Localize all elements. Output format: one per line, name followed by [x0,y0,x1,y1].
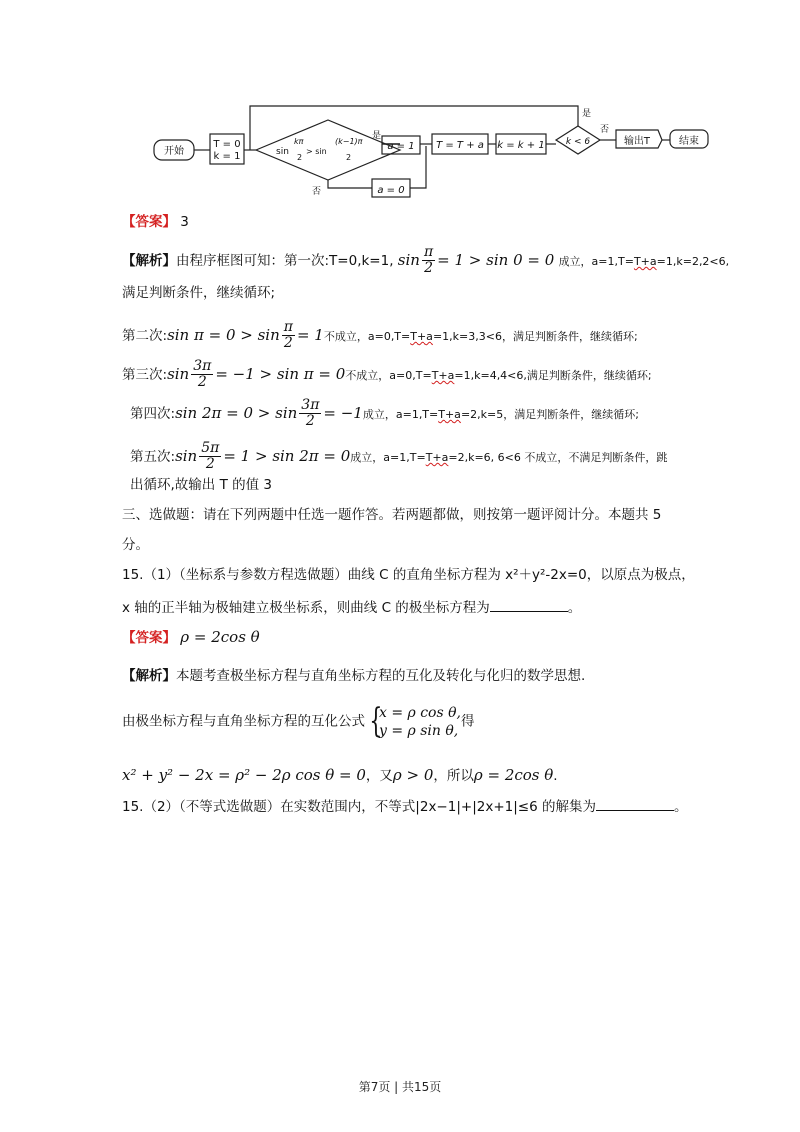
q14-third-tail-a: 不成立，a=0,T= [345,368,432,382]
q15-1-derivation-math2: ρ > 0 [392,766,434,784]
q14-second-frac [282,320,295,352]
q14-second-math-b: = 1 [296,325,324,344]
q14-analysis-intro: 由程序框图可知：第一次:T=0,k=1, [176,252,394,269]
flow-cond-right-den: 2 [346,153,352,162]
flow-init-k: k = 1 [213,151,241,162]
q14-second-tail-a: 不成立，a=0,T= [323,329,411,343]
flow-yes2: 是 [582,109,592,119]
q15-1-formula [122,701,475,741]
flow-cond-gt: > sin [306,147,327,156]
q14-fourth-frac [299,398,321,430]
q14-answer-value: 3 [180,214,189,230]
flow-output-label: 输出T [623,136,651,147]
q14-second-frac-num: π [283,319,293,335]
q14-first-math-a: sin [397,250,420,269]
q15-1-analysis [122,670,585,684]
q14-fifth-tail-a: 成立，a=1,T= [350,450,426,464]
q14-first-frac [422,245,435,277]
q15-2-line1-text: 15.（2）（不等式选做题）在实数范围内，不等式|2x−1|+|2x+1|≤6 的解集为 [122,799,596,815]
q14-third-frac-num: 3π [193,358,212,374]
q14-fourth-tail-a: 成立，a=1,T= [362,407,439,421]
flow-cond-sin: sin [276,147,289,157]
flow-a1-label: a = 1 [387,141,415,152]
q14-third-label: 第三次: [122,366,168,383]
q15-1-answer-math: ρ = 2cos θ [180,628,260,646]
q14-second-tail-wavy: T+a [410,329,433,343]
q14-second [122,320,638,352]
q14-fourth-label: 第四次: [130,405,176,422]
flow-no1: 否 [312,187,322,197]
page-footer: 第7页 | 共15页 [358,1080,442,1094]
q14-second-math-a: sin π = 0 > sin [167,325,280,344]
section3-line1: 三、选做题：请在下列两题中任选一题作答。若两题都做，则按第一题评阅计分。本题共 5 [122,507,662,523]
q14-fifth-tail-b: =2,k=6, 6<6 不成立，不满足判断条件，跳 [448,450,668,464]
q15-1-analysis-text: 本题考查极坐标方程与直角坐标方程的互化及转化与化归的数学思想. [176,668,586,684]
q14-answer [122,216,189,230]
q14-first-frac-num: π [423,244,434,260]
q15-1-answer-blank [490,599,568,612]
q14-fifth-frac [199,441,221,473]
flow-cond-left-den: 2 [297,153,303,162]
q14-first-frac-den: 2 [424,260,434,277]
flow-cond-left-num: kπ [294,137,304,146]
q15-1-derivation-mid2: ，所以 [433,768,474,784]
q14-fifth-tail-wavy: T+a [425,450,449,464]
q14-third [122,359,652,391]
q14-analysis-line2: 满足判断条件，继续循环; [122,285,276,301]
q14-fifth-math-a: sin [175,446,198,465]
q14-analysis-label: 【解析】 [122,252,176,269]
q15-1-analysis-label: 【解析】 [122,668,176,684]
flow-a0-label: a = 0 [377,185,405,196]
q15-1-formula-intro: 由极坐标方程与直角坐标方程的互化公式 [122,713,365,730]
q15-1-derivation [122,768,558,784]
q14-first-tail-wavy: T+a [633,254,657,268]
flow-no2: 否 [600,125,610,135]
q14-fourth-math-a: sin 2π = 0 > sin [175,403,298,422]
q15-2-line1 [122,798,687,815]
q14-third-frac [191,359,213,391]
q14-fifth-label: 第五次: [130,448,176,465]
q15-1-derivation-math3: ρ = 2cos θ [473,766,554,784]
q14-second-frac-den: 2 [283,335,293,352]
q14-second-label: 第二次: [122,327,168,344]
flow-init-t: T = 0 [213,139,241,150]
q14-first-math-b: = 1 > sin 0 = 0 [437,250,555,269]
brace-icon: { [369,701,383,741]
q15-1-line2-text: x 轴的正半轴为极轴建立极坐标系，则曲线 C 的极坐标方程为 [122,600,490,616]
flow-end-label: 结束 [679,136,699,147]
q14-third-math-a: sin [167,364,190,383]
flow-t-update-label: T = T + a [436,140,484,151]
q15-1-line1: 15.（1）（坐标系与参数方程选做题）曲线 C 的直角坐标方程为 x²＋y²-2x=0，以原点为极点， [122,567,695,583]
q14-second-tail-b: =1,k=3,3<6，满足判断条件，继续循环; [432,329,638,343]
q14-fourth [130,398,639,430]
q15-2-answer-blank [596,798,674,811]
q14-fifth-line2: 出循环,故输出 T 的值 3 [130,477,273,493]
section3-line2: 分。 [122,537,149,553]
q14-fifth-math-b: = 1 > sin 2π = 0 [223,446,351,465]
q14-first-tail-b: =1,k=2,2<6, [656,254,730,268]
q14-third-tail-b: =1,k=4,4<6,满足判断条件，继续循环; [454,368,652,382]
q15-1-derivation-end: . [553,768,558,784]
q15-1-formula-end: 得 [461,713,475,730]
q15-1-line2-end: 。 [567,600,582,616]
flow-loop-cond: k < 6 [565,137,591,147]
q14-fourth-math-b: = −1 [323,403,363,422]
q15-1-formula-row2: y = ρ sin θ, [379,723,459,739]
q14-analysis-line1 [122,245,729,277]
q15-1-answer [122,630,260,646]
q14-answer-label: 【答案】 [122,214,176,230]
q15-1-formula-system [365,701,461,741]
q14-third-math-b: = −1 > sin π = 0 [215,364,346,383]
program-flowchart [150,102,710,202]
q15-1-formula-row1: x = ρ cos θ, [379,705,461,721]
flow-k-update-label: k = k + 1 [497,140,545,151]
q15-1-line2 [122,599,581,616]
q14-fourth-tail-wavy: T+a [438,407,461,421]
q14-fifth-frac-den: 2 [205,456,215,473]
q14-first-tail-a: 成立，a=1,T= [558,254,634,268]
q14-fifth [130,441,667,473]
q14-third-tail-wavy: T+a [431,368,455,382]
q15-2-line1-end: 。 [673,799,688,815]
q15-1-derivation-mid: ，又 [365,768,393,784]
flow-start-label: 开始 [164,146,184,157]
q14-fourth-frac-num: 3π [301,397,320,413]
q14-fourth-frac-den: 2 [305,413,315,430]
q15-1-answer-label: 【答案】 [122,630,176,646]
q14-fourth-tail-b: =2,k=5，满足判断条件，继续循环; [460,407,639,421]
flow-yes1: 是 [372,131,382,141]
q14-fifth-frac-num: 5π [201,440,220,456]
flow-cond-right-num: (k−1)π [335,137,363,146]
q14-third-frac-den: 2 [197,374,207,391]
q15-1-derivation-math: x² + y² − 2x = ρ² − 2ρ cos θ = 0 [122,766,366,784]
